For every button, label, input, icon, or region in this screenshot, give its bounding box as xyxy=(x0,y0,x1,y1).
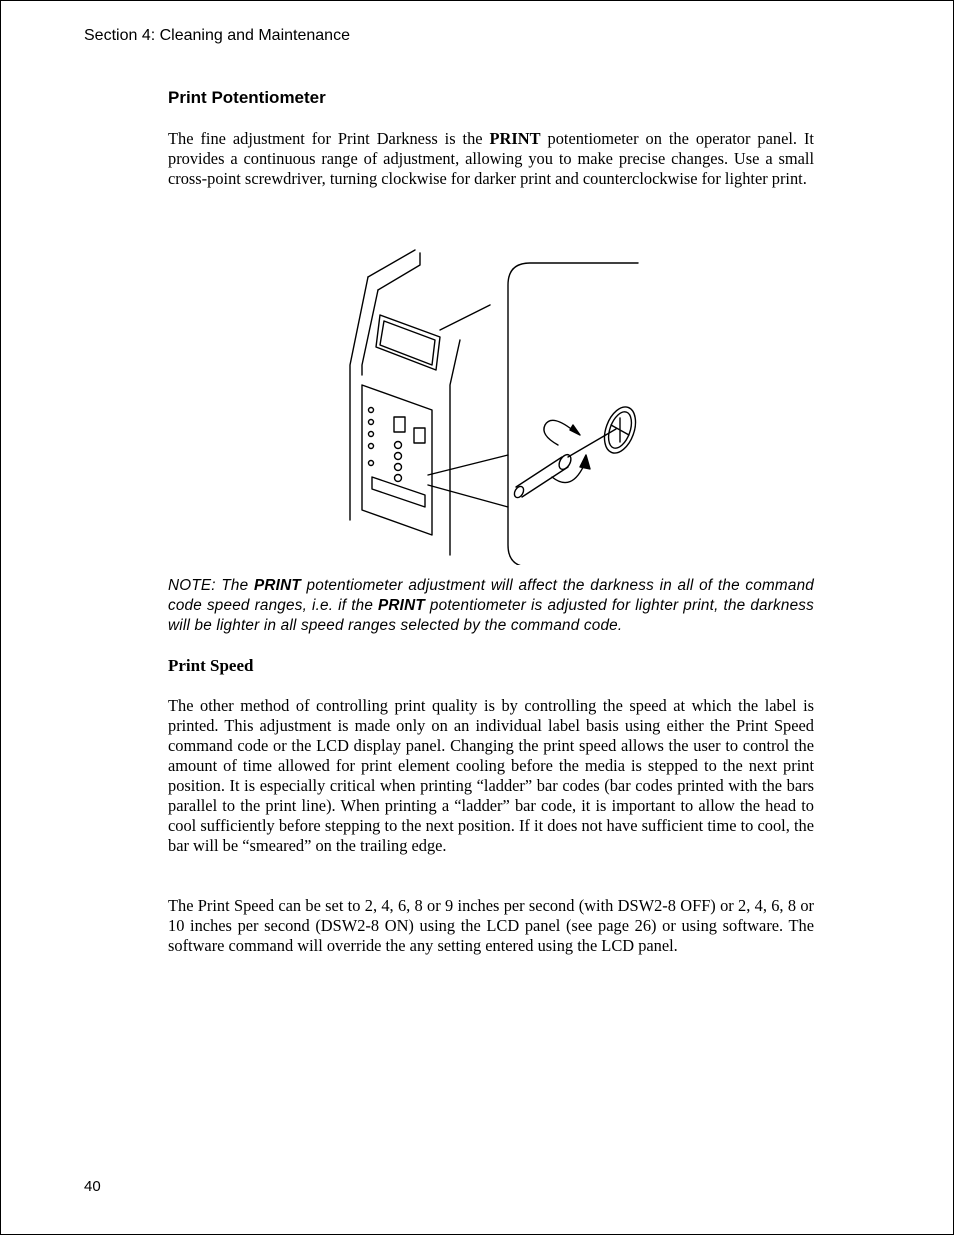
lcd-window xyxy=(376,315,440,370)
printer-left-edge xyxy=(350,277,368,520)
panel-button-1 xyxy=(394,417,405,432)
heading-print-potentiometer: Print Potentiometer xyxy=(168,88,326,107)
note-text-b: potentiometer adjustment will affect the darkness in all of the command code speed ranges, i.e. if the xyxy=(168,577,814,614)
paragraph-text-a: The fine adjustment for Print Darkness is the xyxy=(168,129,490,148)
heading-print-speed: Print Speed xyxy=(168,656,254,675)
callout-line-bottom xyxy=(428,485,508,507)
running-header: Section 4: Cleaning and Maintenance xyxy=(84,27,350,44)
printer-panel-bevel xyxy=(362,290,378,375)
clockwise-arrow xyxy=(544,420,575,445)
print-keyword: PRINT xyxy=(489,129,541,148)
potentiometer-knob-1 xyxy=(395,442,402,449)
callout-line-top xyxy=(428,455,508,475)
panel-button-2 xyxy=(414,428,425,443)
operator-panel-drawing xyxy=(340,245,640,565)
indicator-led-4 xyxy=(369,444,374,449)
operator-panel-illustration xyxy=(340,245,640,565)
paragraph-print-speed-2: The Print Speed can be set to 2, 4, 6, 8 or 9 inches per second (with DSW2-8 OFF) or 2, 4, 6, 8 or 10 inches per second (DSW2-8 ON) using the LCD panel (see page 26) or using software. The software command will override the any setting entered using the LCD panel. xyxy=(168,896,814,955)
indicator-led-3 xyxy=(369,432,374,437)
print-potentiometer-knob xyxy=(395,475,402,482)
paragraph-print-potentiometer xyxy=(168,129,814,189)
note-text-c: potentiometer is adjusted for lighter print, the darkness will be lighter in all speed ranges selected by the command code. xyxy=(168,597,814,634)
indicator-led-2 xyxy=(369,420,374,425)
note-print-keyword-2: PRINT xyxy=(378,597,425,614)
note-text-a: NOTE: The xyxy=(168,577,254,594)
indicator-led-5 xyxy=(369,461,374,466)
indicator-led-1 xyxy=(369,408,374,413)
page-number: 40 xyxy=(84,1178,101,1195)
note-print-keyword-1: PRINT xyxy=(254,577,301,594)
paragraph-text-b: potentiometer on the operator panel. It provides a continuous range of adjustment, allowing you to make precise changes. Use a small cross-point screwdriver, turning clockwise for darker print and counterclockwise for lighter print. xyxy=(168,129,814,188)
paragraph-print-speed-1: The other method of controlling print quality is by controlling the speed at which the label is printed. This adjustment is made only on an individual label basis using either the Print Speed command code or the LCD display panel. Changing the print speed allows the user to control the amount of time allowed for print element cooling before the media is stepped to the next print position. It is especially critical when printing “ladder” bar codes (bar codes printed with the bars parallel to the print line). When printing a “ladder” bar code, it is important to allow the head to cool sufficiently before stepping to the next position. If it does not have sufficient time to cool, the bar will be “smeared” on the trailing edge. xyxy=(168,696,814,855)
note-paragraph xyxy=(168,576,814,636)
